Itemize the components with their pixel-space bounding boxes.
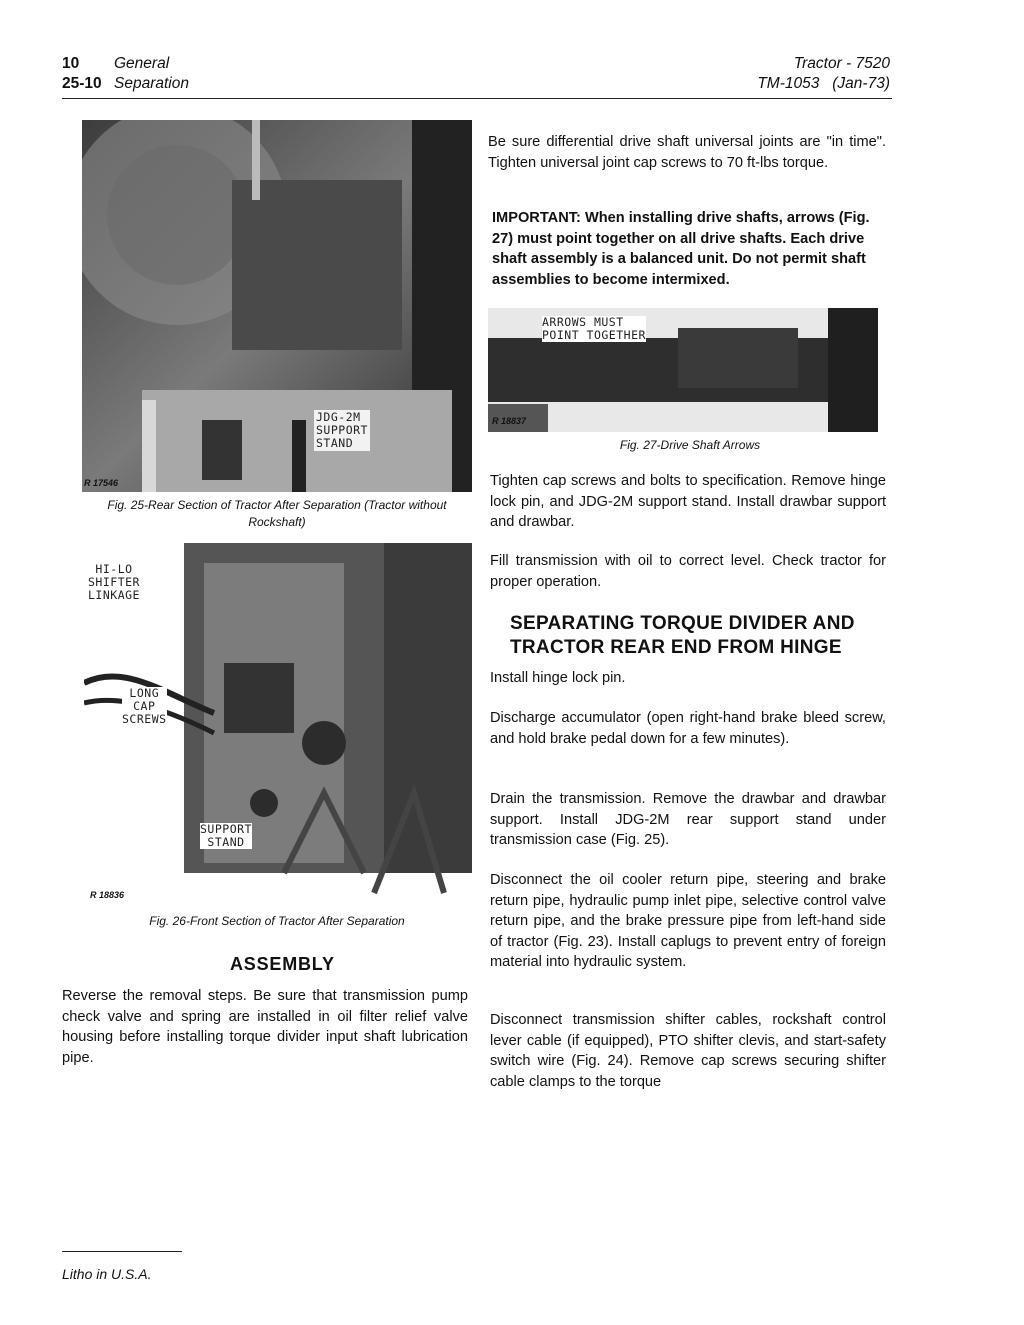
rc-p1: Be sure differential drive shaft universal joints are "in time". Tighten universal joint cap screws to 70 ft-lbs torque. [488, 134, 886, 171]
group-number: 25-10 [62, 75, 102, 92]
rc-important: IMPORTANT: When installing drive shafts, arrows (Fig. 27) must point together on all drive shafts. Each drive shaft assembly is a balanced unit. Do not permit shaft assemblies to become intermixed. [492, 210, 870, 288]
fig25-support-label: JDG-2M SUPPORT STAND [316, 410, 368, 450]
rc-p6: Drain the transmission. Remove the drawbar and drawbar support. Install JDG-2M rear support stand under transmission case (Fig. 25). [490, 791, 886, 848]
fig25-photo [82, 120, 472, 492]
fig26-ref: R 18836 [90, 890, 125, 900]
page-header-right [757, 54, 890, 94]
rc-p7: Disconnect the oil cooler return pipe, steering and brake return pipe, hydraulic pump inlet pipe, selective control valve return pipe, and the brake pressure pipe from left-hand side of tractor (Fig. 23). Install caplugs to prevent entry of foreign material into hydraulic system. [490, 872, 886, 970]
fig25-ref: R 17546 [84, 478, 119, 488]
group-title: Separation [114, 75, 189, 92]
fig27-arrows-label: ARROWS MUST POINT TOGETHER [542, 315, 646, 342]
fig26-stand-label: SUPPORT STAND [200, 822, 252, 849]
rc-p5: Discharge accumulator (open right-hand brake bleed screw, and hold brake pedal down for a few minutes). [490, 710, 886, 747]
fig27-photo [488, 308, 878, 432]
fig25-caption: Fig. 25-Rear Section of Tractor After Separation (Tractor without Rockshaft) [107, 498, 447, 529]
fig26-screws-label: LONG CAP SCREWS [122, 686, 167, 726]
model-label: Tractor - 7520 [793, 55, 890, 72]
page-number: 10 [62, 55, 80, 72]
rc-p8: Disconnect transmission shifter cables, rockshaft control lever cable (if equipped), PTO shifter clevis, and start-safety switch wire (Fig. 24). Remove cap screws securing shifter cable clamps to the torque [490, 1012, 886, 1090]
header-rule [62, 98, 892, 99]
separating-heading: SEPARATING TORQUE DIVIDER AND TRACTOR REAR END FROM HINGE [510, 613, 855, 658]
rc-p4: Install hinge lock pin. [490, 670, 626, 686]
page-header-left [62, 54, 189, 94]
fig27-caption: Fig. 27-Drive Shaft Arrows [619, 438, 761, 452]
assembly-text: Reverse the removal steps. Be sure that transmission pump check valve and spring are installed in oil filter relief valve housing before installing torque divider input shaft lubrication pipe. [62, 988, 468, 1066]
rc-p3: Fill transmission with oil to correct level. Check tractor for proper operation. [490, 553, 886, 590]
section-title: General [114, 55, 170, 72]
fig26-caption: Fig. 26-Front Section of Tractor After Separation [149, 914, 405, 928]
assembly-heading: ASSEMBLY [230, 954, 335, 974]
manual-label: TM-1053 (Jan-73) [757, 75, 890, 92]
fig27-ref: R 18837 [492, 416, 527, 426]
footer-rule [62, 1251, 182, 1252]
fig26-photo [84, 543, 472, 907]
footer-text: Litho in U.S.A. [62, 1266, 152, 1282]
fig26-shifter-label: HI-LO SHIFTER LINKAGE [88, 562, 140, 602]
rc-p2: Tighten cap screws and bolts to specification. Remove hinge lock pin, and JDG-2M support stand. Install drawbar support and drawbar. [490, 473, 886, 530]
